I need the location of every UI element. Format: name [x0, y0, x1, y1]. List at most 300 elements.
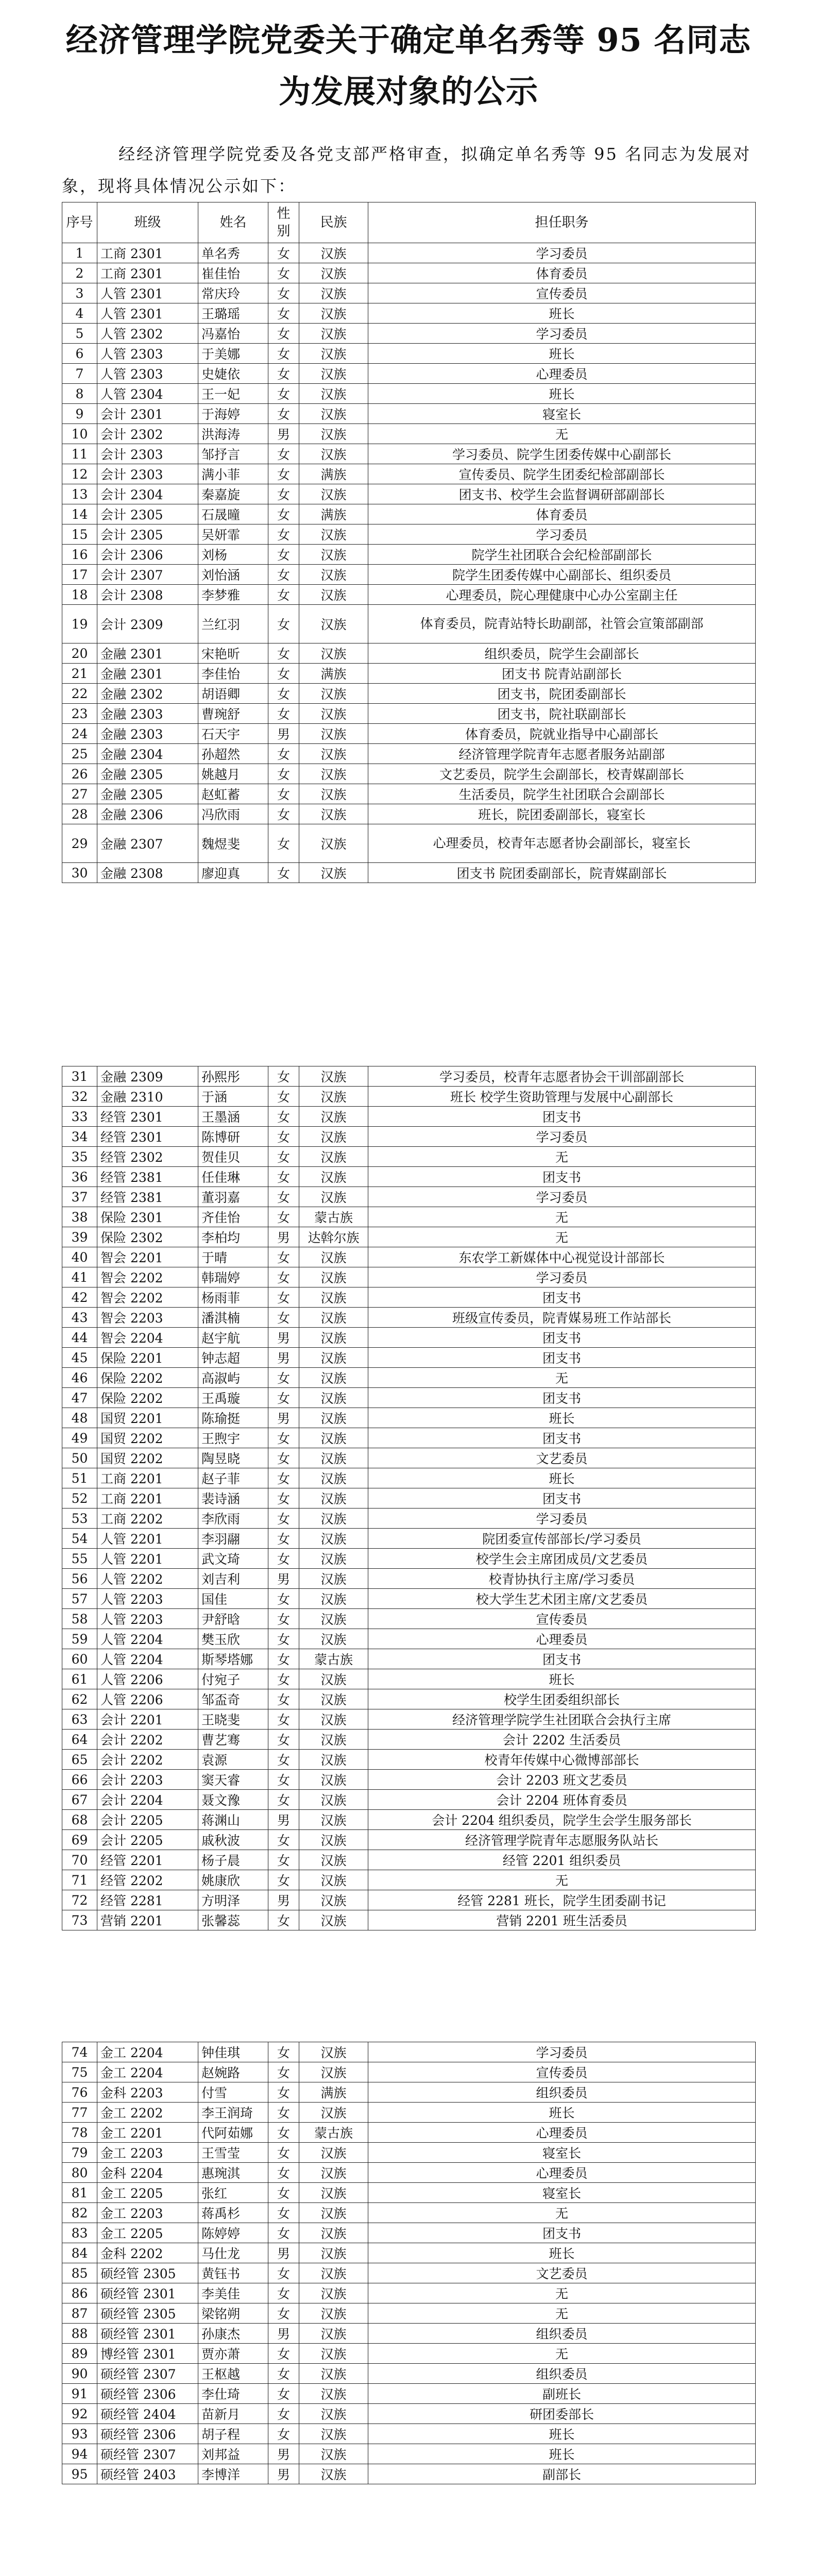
table-cell: 汉族 — [299, 524, 368, 545]
table-cell: 经管 2381 — [97, 1187, 198, 1207]
table-cell: 人管 2303 — [97, 364, 198, 384]
table-cell: 洪海涛 — [198, 424, 268, 444]
table-cell: 52 — [62, 1488, 97, 1509]
table-cell: 会计 2203 班文艺委员 — [368, 1770, 756, 1790]
table-cell: 保险 2202 — [97, 1388, 198, 1408]
table-cell: 班长 — [368, 344, 756, 364]
table-cell: 74 — [62, 2042, 97, 2062]
table-cell: 金工 2205 — [97, 2223, 198, 2243]
table-cell: 汉族 — [299, 585, 368, 605]
table-cell: 陈瑜挺 — [198, 1408, 268, 1428]
table-cell: 学习委员 — [368, 1267, 756, 1287]
table-cell: 6 — [62, 344, 97, 364]
table-cell: 汉族 — [299, 2364, 368, 2384]
table-cell: 女 — [268, 1267, 299, 1287]
table-cell: 组织委员，院学生会副部长 — [368, 643, 756, 664]
table-cell: 汉族 — [299, 1850, 368, 1870]
table-row — [62, 1770, 756, 1790]
table-cell: 女 — [268, 863, 299, 883]
table-cell: 女 — [268, 1609, 299, 1629]
table-cell: 宣传委员、院学生团委纪检部副部长 — [368, 464, 756, 484]
table-cell: 66 — [62, 1770, 97, 1790]
table-cell: 男 — [268, 1408, 299, 1428]
table-cell: 学习委员 — [368, 1127, 756, 1147]
table-cell: 76 — [62, 2082, 97, 2103]
table-cell: 无 — [368, 424, 756, 444]
table-cell: 男 — [268, 1227, 299, 1247]
table-cell: 团支书 — [368, 1328, 756, 1348]
table-cell: 蒙古族 — [299, 1649, 368, 1669]
table-row — [62, 804, 756, 824]
table-cell: 85 — [62, 2263, 97, 2283]
table-cell: 人管 2204 — [97, 1649, 198, 1669]
table-cell: 宣传委员 — [368, 283, 756, 303]
table-cell: 崔佳怡 — [198, 263, 268, 283]
table-cell: 武文琦 — [198, 1549, 268, 1569]
table-cell: 25 — [62, 744, 97, 764]
table-row — [62, 1087, 756, 1107]
table-cell: 会计 2301 — [97, 404, 198, 424]
table-cell: 金融 2308 — [97, 863, 198, 883]
table-cell: 汉族 — [299, 2203, 368, 2223]
table-row — [62, 283, 756, 303]
table-cell: 75 — [62, 2062, 97, 2082]
table-cell: 女 — [268, 2123, 299, 2143]
table-cell: 学习委员 — [368, 524, 756, 545]
table-cell: 刘怡涵 — [198, 565, 268, 585]
table-cell: 戚秋波 — [198, 1830, 268, 1850]
table-cell: 胡子程 — [198, 2424, 268, 2444]
table-cell: 李美佳 — [198, 2283, 268, 2303]
table-cell: 苗新月 — [198, 2404, 268, 2424]
table-cell: 汉族 — [299, 263, 368, 283]
table-cell: 女 — [268, 2082, 299, 2103]
table-cell: 会计 2202 — [97, 1750, 198, 1770]
table-row — [62, 1890, 756, 1910]
table-cell: 金融 2305 — [97, 764, 198, 784]
table-cell: 59 — [62, 1629, 97, 1649]
table-cell: 女 — [268, 2364, 299, 2384]
table-cell: 硕经管 2305 — [97, 2303, 198, 2324]
table-row — [62, 2263, 756, 2283]
table-cell: 女 — [268, 484, 299, 504]
table-cell: 会计 2202 生活委员 — [368, 1730, 756, 1750]
table-cell: 88 — [62, 2324, 97, 2344]
table-cell: 汉族 — [299, 2243, 368, 2263]
table-cell: 男 — [268, 2324, 299, 2344]
table-cell: 女 — [268, 565, 299, 585]
table-cell: 金科 2202 — [97, 2243, 198, 2263]
table-cell: 金融 2309 — [97, 1066, 198, 1087]
table-cell: 人管 2301 — [97, 303, 198, 324]
column-header: 民族 — [299, 202, 368, 243]
table-cell: 经济管理学院学生社团联合会执行主席 — [368, 1709, 756, 1730]
table-cell: 女 — [268, 545, 299, 565]
table-cell: 付雪 — [198, 2082, 268, 2103]
table-cell: 汉族 — [299, 1730, 368, 1750]
table-cell: 女 — [268, 643, 299, 664]
table-row — [62, 2183, 756, 2203]
table-row — [62, 664, 756, 684]
table-row — [62, 605, 756, 643]
table-cell: 无 — [368, 1870, 756, 1890]
table-cell: 团支书 — [368, 1107, 756, 1127]
table-cell: 61 — [62, 1669, 97, 1689]
table-cell: 王枢越 — [198, 2364, 268, 2384]
table-cell: 44 — [62, 1328, 97, 1348]
table-cell: 黄钰书 — [198, 2263, 268, 2283]
table-row — [62, 1910, 756, 1930]
table-cell: 会计 2303 — [97, 464, 198, 484]
table-cell: 满小菲 — [198, 464, 268, 484]
table-cell: 兰红羽 — [198, 605, 268, 643]
table-cell: 会计 2306 — [97, 545, 198, 565]
table-row — [62, 464, 756, 484]
table-cell: 学习委员，校青年志愿者协会干训部副部长 — [368, 1066, 756, 1087]
table-cell: 学习委员、院学生团委传媒中心副部长 — [368, 444, 756, 464]
table-cell: 汉族 — [299, 1629, 368, 1649]
table-cell: 金工 2205 — [97, 2183, 198, 2203]
table-cell: 男 — [268, 1810, 299, 1830]
table-cell: 女 — [268, 1488, 299, 1509]
table-cell: 女 — [268, 1127, 299, 1147]
table-cell: 团支书 院团委副部长，院青媒副部长 — [368, 863, 756, 883]
table-cell: 女 — [268, 1850, 299, 1870]
table-cell: 汉族 — [299, 863, 368, 883]
table-cell: 47 — [62, 1388, 97, 1408]
table-cell: 汉族 — [299, 2103, 368, 2123]
table-cell: 86 — [62, 2283, 97, 2303]
table-cell: 经管 2302 — [97, 1147, 198, 1167]
table-cell: 72 — [62, 1890, 97, 1910]
table-cell: 汉族 — [299, 2263, 368, 2283]
table-cell: 常庆玲 — [198, 283, 268, 303]
table-cell: 宣传委员 — [368, 1609, 756, 1629]
table-cell: 22 — [62, 684, 97, 704]
table-cell: 10 — [62, 424, 97, 444]
table-cell: 陶昱晓 — [198, 1448, 268, 1468]
table-row — [62, 1669, 756, 1689]
table-cell: 金融 2310 — [97, 1087, 198, 1107]
table-cell: 金工 2204 — [97, 2062, 198, 2082]
table-cell: 赵子菲 — [198, 1468, 268, 1488]
table-row — [62, 1448, 756, 1468]
table-cell: 组织委员 — [368, 2324, 756, 2344]
table-cell: 硕经管 2307 — [97, 2444, 198, 2464]
table-cell: 汉族 — [299, 324, 368, 344]
table-cell: 女 — [268, 263, 299, 283]
table-row — [62, 1207, 756, 1227]
table-cell: 梁铭朔 — [198, 2303, 268, 2324]
table-row — [62, 484, 756, 504]
table-row — [62, 1348, 756, 1368]
table-cell: 42 — [62, 1287, 97, 1308]
table-row — [62, 1629, 756, 1649]
table-cell: 汉族 — [299, 565, 368, 585]
table-cell: 文艺委员 — [368, 1448, 756, 1468]
table-cell: 人管 2201 — [97, 1549, 198, 1569]
table-cell: 28 — [62, 804, 97, 824]
table-cell: 班长 — [368, 303, 756, 324]
table-cell: 女 — [268, 1167, 299, 1187]
table-cell: 校学生会主席团成员/文艺委员 — [368, 1549, 756, 1569]
table-row — [62, 1388, 756, 1408]
table-cell: 经管 2281 — [97, 1890, 198, 1910]
table-cell: 汉族 — [299, 1368, 368, 1388]
table-cell: 文艺委员，院学生会副部长，校青媒副部长 — [368, 764, 756, 784]
table-cell: 会计 2302 — [97, 424, 198, 444]
table-cell: 齐佳怡 — [198, 1207, 268, 1227]
table-cell: 34 — [62, 1127, 97, 1147]
table-cell: 7 — [62, 364, 97, 384]
table-cell: 汉族 — [299, 283, 368, 303]
table-row — [62, 1750, 756, 1770]
table-cell: 女 — [268, 364, 299, 384]
table-cell: 汉族 — [299, 1267, 368, 1287]
table-cell: 窦天睿 — [198, 1770, 268, 1790]
table-cell: 工商 2201 — [97, 1468, 198, 1488]
table-cell: 杨雨菲 — [198, 1287, 268, 1308]
table-row — [62, 1589, 756, 1609]
table-cell: 金融 2304 — [97, 744, 198, 764]
table-cell: 组织委员 — [368, 2364, 756, 2384]
table-cell: 女 — [268, 1428, 299, 1448]
table-cell: 团支书、校学生会监督调研部副部长 — [368, 484, 756, 504]
table-cell: 汉族 — [299, 2303, 368, 2324]
table-cell: 硕经管 2307 — [97, 2364, 198, 2384]
table-cell: 汉族 — [299, 2062, 368, 2082]
table-cell: 刘杨 — [198, 545, 268, 565]
table-cell: 汉族 — [299, 1348, 368, 1368]
table-row — [62, 1167, 756, 1187]
table-cell: 95 — [62, 2464, 97, 2484]
table-row — [62, 585, 756, 605]
table-cell: 史婕依 — [198, 364, 268, 384]
table-cell: 金科 2203 — [97, 2082, 198, 2103]
table-cell: 汉族 — [299, 404, 368, 424]
table-cell: 惠琬淇 — [198, 2163, 268, 2183]
table-cell: 女 — [268, 2404, 299, 2424]
table-cell: 蒙古族 — [299, 1207, 368, 1227]
table-cell: 汉族 — [299, 1087, 368, 1107]
table-cell: 硕经管 2403 — [97, 2464, 198, 2484]
table-cell: 汉族 — [299, 804, 368, 824]
table-cell: 会计 2204 组织委员，院学生会学生服务部长 — [368, 1810, 756, 1830]
table-row — [62, 2042, 756, 2062]
candidates-table-part-1 — [62, 202, 756, 883]
table-cell: 班级宣传委员，院青媒易班工作站部长 — [368, 1308, 756, 1328]
table-cell: 智会 2204 — [97, 1328, 198, 1348]
table-cell: 硕经管 2404 — [97, 2404, 198, 2424]
table-cell: 人管 2202 — [97, 1569, 198, 1589]
table-cell: 李佳怡 — [198, 664, 268, 684]
table-cell: 满族 — [299, 504, 368, 524]
table-cell: 女 — [268, 2223, 299, 2243]
table-cell: 冯欣雨 — [198, 804, 268, 824]
candidates-table-part-3 — [62, 2042, 756, 2484]
table-cell: 班长 — [368, 1669, 756, 1689]
table-row — [62, 764, 756, 784]
table-cell: 30 — [62, 863, 97, 883]
table-cell: 汉族 — [299, 824, 368, 863]
table-row — [62, 565, 756, 585]
table-cell: 33 — [62, 1107, 97, 1127]
table-cell: 91 — [62, 2384, 97, 2404]
table-row — [62, 1267, 756, 1287]
table-cell: 女 — [268, 2062, 299, 2082]
table-row — [62, 2163, 756, 2183]
table-cell: 汉族 — [299, 1830, 368, 1850]
table-cell: 汉族 — [299, 643, 368, 664]
table-cell: 女 — [268, 1709, 299, 1730]
table-row — [62, 2082, 756, 2103]
table-cell: 汉族 — [299, 784, 368, 804]
table-row — [62, 2384, 756, 2404]
table-cell: 女 — [268, 1629, 299, 1649]
table-cell: 国贸 2202 — [97, 1428, 198, 1448]
table-cell: 41 — [62, 1267, 97, 1287]
table-row — [62, 684, 756, 704]
table-cell: 女 — [268, 1549, 299, 1569]
table-row — [62, 1147, 756, 1167]
table-cell: 王墨涵 — [198, 1107, 268, 1127]
table-cell: 营销 2201 — [97, 1910, 198, 1930]
table-cell: 团支书 — [368, 1348, 756, 1368]
table-cell: 女 — [268, 2042, 299, 2062]
table-cell: 女 — [268, 1388, 299, 1408]
table-cell: 无 — [368, 1227, 756, 1247]
table-cell: 汉族 — [299, 2223, 368, 2243]
table-row — [62, 1488, 756, 1509]
table-cell: 校青年传媒中心微博部部长 — [368, 1750, 756, 1770]
table-row — [62, 524, 756, 545]
table-cell: 51 — [62, 1468, 97, 1488]
table-cell: 金融 2305 — [97, 784, 198, 804]
table-cell: 37 — [62, 1187, 97, 1207]
page-title: 经济管理学院党委关于确定单名秀等 95 名同志为发展对象的公示 — [65, 21, 752, 110]
table-row — [62, 1730, 756, 1750]
table-cell: 院学生团委传媒中心副部长、组织委员 — [368, 565, 756, 585]
table-row — [62, 1227, 756, 1247]
table-cell: 生活委员，院学生社团联合会副部长 — [368, 784, 756, 804]
table-cell: 女 — [268, 684, 299, 704]
table-cell: 女 — [268, 824, 299, 863]
table-cell: 体育委员，院就业指导中心副部长 — [368, 724, 756, 744]
table-cell: 19 — [62, 605, 97, 643]
table-cell: 13 — [62, 484, 97, 504]
table-cell: 王一妃 — [198, 384, 268, 404]
table-cell: 达斡尔族 — [299, 1227, 368, 1247]
table-cell: 汉族 — [299, 1187, 368, 1207]
table-cell: 满族 — [299, 664, 368, 684]
table-cell: 贾亦萧 — [198, 2344, 268, 2364]
table-cell: 班长 — [368, 1408, 756, 1428]
table-cell: 女 — [268, 1468, 299, 1488]
table-cell: 秦嘉旋 — [198, 484, 268, 504]
table-cell: 24 — [62, 724, 97, 744]
table-cell: 金工 2204 — [97, 2042, 198, 2062]
table-cell: 女 — [268, 1770, 299, 1790]
table-cell: 60 — [62, 1649, 97, 1669]
table-cell: 会计 2203 — [97, 1770, 198, 1790]
table-cell: 汉族 — [299, 704, 368, 724]
table-cell: 汉族 — [299, 684, 368, 704]
table-cell: 女 — [268, 1187, 299, 1207]
table-cell: 38 — [62, 1207, 97, 1227]
table-cell: 女 — [268, 344, 299, 364]
table-cell: 女 — [268, 504, 299, 524]
table-cell: 68 — [62, 1810, 97, 1830]
table-cell: 组织委员 — [368, 2082, 756, 2103]
table-cell: 赵宇航 — [198, 1328, 268, 1348]
table-cell: 陈婷婷 — [198, 2223, 268, 2243]
table-cell: 院学生社团联合会纪检部副部长 — [368, 545, 756, 565]
table-cell: 女 — [268, 444, 299, 464]
table-cell: 汉族 — [299, 2042, 368, 2062]
table-cell: 汉族 — [299, 1066, 368, 1087]
table-cell: 经管 2201 — [97, 1850, 198, 1870]
table-row — [62, 2103, 756, 2123]
table-cell: 无 — [368, 2203, 756, 2223]
table-cell: 汉族 — [299, 384, 368, 404]
table-cell: 82 — [62, 2203, 97, 2223]
table-cell: 汉族 — [299, 1468, 368, 1488]
table-cell: 90 — [62, 2364, 97, 2384]
table-cell: 王雪莹 — [198, 2143, 268, 2163]
table-row — [62, 1468, 756, 1488]
table-cell: 班长 — [368, 2103, 756, 2123]
table-row — [62, 2404, 756, 2424]
table-cell: 汉族 — [299, 1890, 368, 1910]
table-cell: 汉族 — [299, 1287, 368, 1308]
table-cell: 92 — [62, 2404, 97, 2424]
table-cell: 汉族 — [299, 303, 368, 324]
table-cell: 女 — [268, 1087, 299, 1107]
table-cell: 校大学生艺术团主席/文艺委员 — [368, 1589, 756, 1609]
table-cell: 女 — [268, 2103, 299, 2123]
table-cell: 贺佳贝 — [198, 1147, 268, 1167]
table-cell: 李王润琦 — [198, 2103, 268, 2123]
table-row — [62, 1790, 756, 1810]
table-cell: 工商 2301 — [97, 263, 198, 283]
table-row — [62, 324, 756, 344]
table-cell: 94 — [62, 2444, 97, 2464]
table-cell: 赵婉路 — [198, 2062, 268, 2082]
table-cell: 体育委员，院青站特长助副部，社管会宣策部副部 — [368, 605, 756, 643]
table-cell: 汉族 — [299, 1488, 368, 1509]
table-cell: 团支书 — [368, 1428, 756, 1448]
table-cell: 57 — [62, 1589, 97, 1609]
table-cell: 博经管 2301 — [97, 2344, 198, 2364]
table-cell: 人管 2204 — [97, 1629, 198, 1649]
table-cell: 任佳琳 — [198, 1167, 268, 1187]
table-cell: 54 — [62, 1529, 97, 1549]
table-cell: 金融 2302 — [97, 684, 198, 704]
table-cell: 人管 2201 — [97, 1529, 198, 1549]
table-cell: 女 — [268, 585, 299, 605]
table-cell: 金工 2203 — [97, 2143, 198, 2163]
table-cell: 汉族 — [299, 1770, 368, 1790]
table-cell: 王晓斐 — [198, 1709, 268, 1730]
table-cell: 50 — [62, 1448, 97, 1468]
table-cell: 32 — [62, 1087, 97, 1107]
table-cell: 无 — [368, 1368, 756, 1388]
table-cell: 智会 2201 — [97, 1247, 198, 1267]
table-cell: 金融 2301 — [97, 643, 198, 664]
table-cell: 于海婷 — [198, 404, 268, 424]
table-cell: 女 — [268, 303, 299, 324]
table-cell: 会计 2201 — [97, 1709, 198, 1730]
